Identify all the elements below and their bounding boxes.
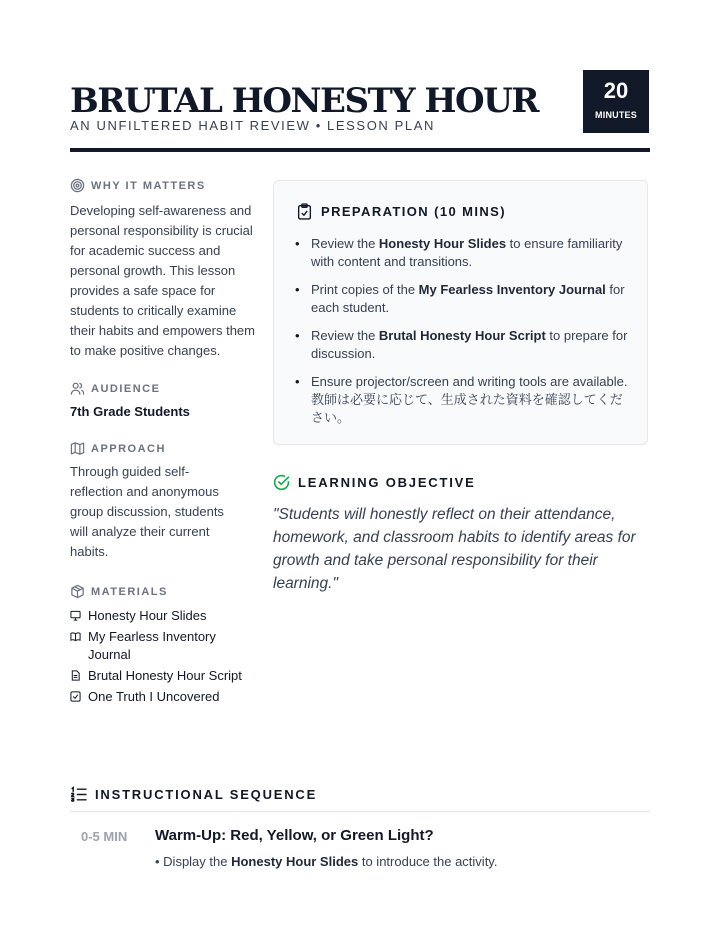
step-bullet: • Display the Honesty Hour Slides to introduce the activity. — [155, 854, 498, 869]
audience-heading — [70, 381, 255, 396]
material-item — [70, 607, 255, 625]
check-circle-icon — [273, 474, 290, 491]
material-label: One Truth I Uncovered — [88, 689, 220, 704]
material-label: Brutal Honesty Hour Script — [88, 668, 242, 683]
preparation-heading — [296, 203, 506, 220]
package-icon — [70, 584, 85, 599]
clipboard-check-icon — [296, 203, 313, 220]
step-time: 0-5 MIN — [81, 829, 128, 844]
materials-heading-label: MATERIALS — [91, 585, 168, 598]
duration-badge — [583, 70, 649, 133]
sequence-heading — [70, 786, 317, 803]
material-item — [70, 667, 255, 685]
book-icon — [70, 631, 81, 642]
preparation-item: • Review the Honesty Hour Slides to ensure familiarity with content and transitions. — [294, 235, 629, 271]
material-label: Honesty Hour Slides — [88, 608, 207, 623]
material-item — [70, 688, 255, 706]
material-item — [70, 628, 255, 664]
step-title: Warm-Up: Red, Yellow, or Green Light? — [155, 827, 434, 844]
header-divider — [70, 148, 650, 152]
duration-value: 20 — [603, 78, 629, 103]
material-label: My Fearless Inventory Journal — [88, 629, 216, 662]
check-square-icon — [70, 691, 81, 702]
sequence-heading-label: INSTRUCTIONAL SEQUENCE — [95, 787, 318, 802]
approach-text: Through guided self-reflection and anonymous group discussion, students will analyze their current habits. — [70, 464, 224, 559]
audience-value: 7th Grade Students — [70, 404, 190, 419]
approach-heading-label: APPROACH — [91, 442, 166, 455]
users-icon — [70, 381, 85, 396]
approach-heading — [70, 441, 255, 456]
list-ordered-icon — [70, 786, 87, 803]
preparation-item: • Ensure projector/screen and writing tools are available. 教師は必要に応じて、生成された資料を確認してください。 — [294, 373, 629, 427]
objective-quote: "Students will honestly reflect on their attendance, homework, and classroom habits to identify areas for growth and take personal responsibility for their learning." — [273, 506, 636, 592]
preparation-item: • Print copies of the My Fearless Inventory Journal for each student. — [294, 281, 629, 317]
audience-heading-label: AUDIENCE — [91, 382, 161, 395]
sidebar-column — [70, 178, 255, 709]
preparation-list — [294, 235, 629, 437]
sequence-divider — [70, 811, 650, 812]
monitor-icon — [70, 610, 81, 621]
preparation-card — [273, 180, 648, 445]
objective-heading — [273, 474, 476, 491]
duration-unit: MINUTES — [595, 110, 637, 120]
why-heading — [70, 178, 255, 193]
materials-heading — [70, 584, 255, 599]
objective-heading-label: LEARNING OBJECTIVE — [298, 475, 476, 490]
preparation-heading-label: PREPARATION (10 MINS) — [321, 204, 506, 219]
map-icon — [70, 441, 85, 456]
materials-list — [70, 607, 255, 706]
page-title: BRUTAL HONESTY HOUR — [70, 81, 539, 121]
file-text-icon — [70, 670, 81, 681]
why-heading-label: WHY IT MATTERS — [91, 179, 206, 192]
preparation-item: • Review the Brutal Honesty Hour Script to prepare for discussion. — [294, 327, 629, 363]
target-icon — [70, 178, 85, 193]
page-subtitle: AN UNFILTERED HABIT REVIEW • LESSON PLAN — [70, 118, 435, 133]
why-text: Developing self-awareness and personal responsibility is crucial for academic success and personal growth. This lesson provides a safe space for students to critically examine their habits and empowers them to make positive changes. — [70, 203, 255, 358]
